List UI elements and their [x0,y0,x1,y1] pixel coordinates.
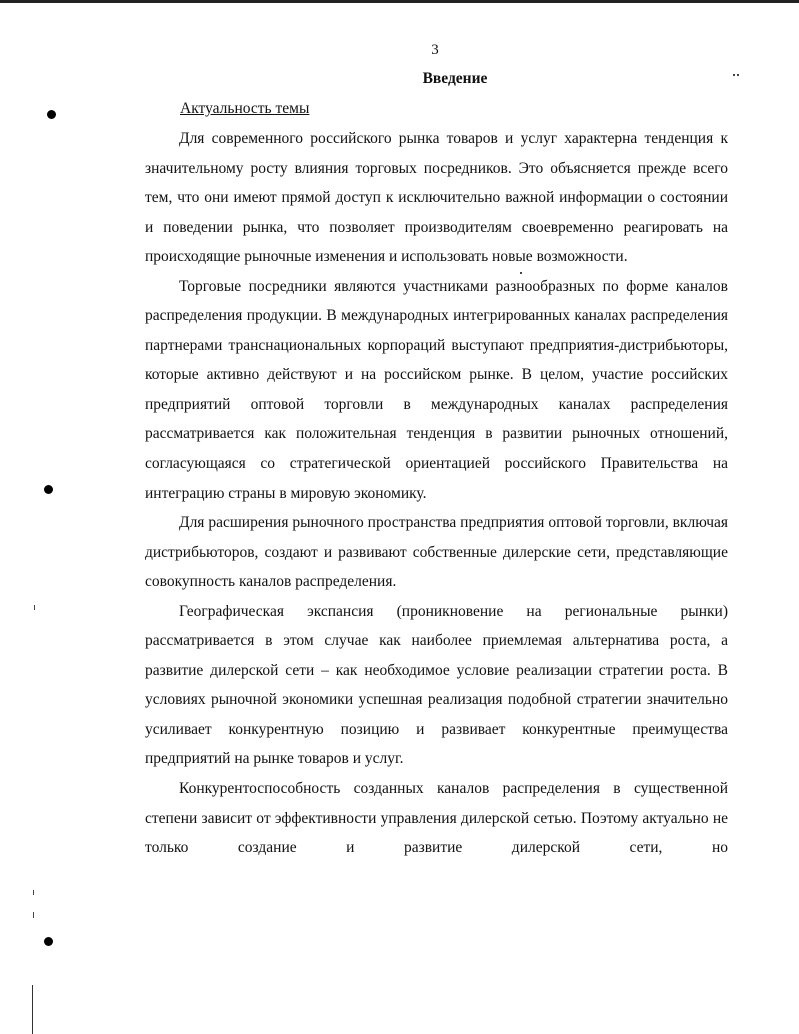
paragraph: Для современного российского рынка товаров и услуг характерна тенденция к значительному росту влияния торговых посредников. Это объясняется прежде всего тем, что они имеют прямой доступ к исключительно важной информации о состоянии и поведении рынка, что позволяет производителям своевременно реагировать на происходящие рыночные изменения и использовать новые возможности. [145,130,728,266]
binder-hole-icon [44,485,53,494]
section-title: Введение [422,70,488,87]
page-number: 3 [431,42,439,58]
scan-speck [34,605,35,610]
paragraph: Конкурентоспособность созданных каналов распределения в существенной степени зависит от эффективности управления дилерской сетью. Поэтому актуально не только создание и развитие дилерской сети, но [145,780,728,857]
scan-speck [33,912,34,918]
binder-hole-icon [47,110,56,119]
scan-speck [33,890,34,895]
paragraph: Торговые посредники являются участниками разнообразных по форме каналов распределения продукции. В международных интегрированных каналах распределения партнерами транснациональных корпораций выступают предприятия-дистрибьюторы, которые активно действуют и на российском рынке. В целом, участие российских предприятий оптовой торговли в международных каналах распределения рассматривается как положительная тенденция в развитии рыночных отношений, согласующаяся со стратегической ориентацией российского Правительства на интеграцию страны в мировую экономику. [145,277,728,502]
paragraph: Для расширения рыночного пространства предприятия оптовой торговли, включая дистрибьюторов, создают и развивают собственные дилерские сети, представляющие совокупность каналов распределения. [145,514,728,591]
scan-left-edge [32,985,33,1034]
subsection-heading: Актуальность темы [180,100,310,117]
paragraph: Географическая экспансия (проникновение на региональные рынки) рассматривается в этом случае как наиболее приемлемая альтернатива роста, а развитие дилерской сети – как необходимое условие реализации стратегии роста. В условиях рыночной экономики успешная реализация подобной стратегии значительно усиливает конкурентную позицию и развивает конкурентные преимущества предприятий на рынке товаров и услуг. [145,602,728,768]
binder-hole-icon [44,937,53,946]
scan-top-border [0,0,799,3]
body-text [145,124,728,863]
